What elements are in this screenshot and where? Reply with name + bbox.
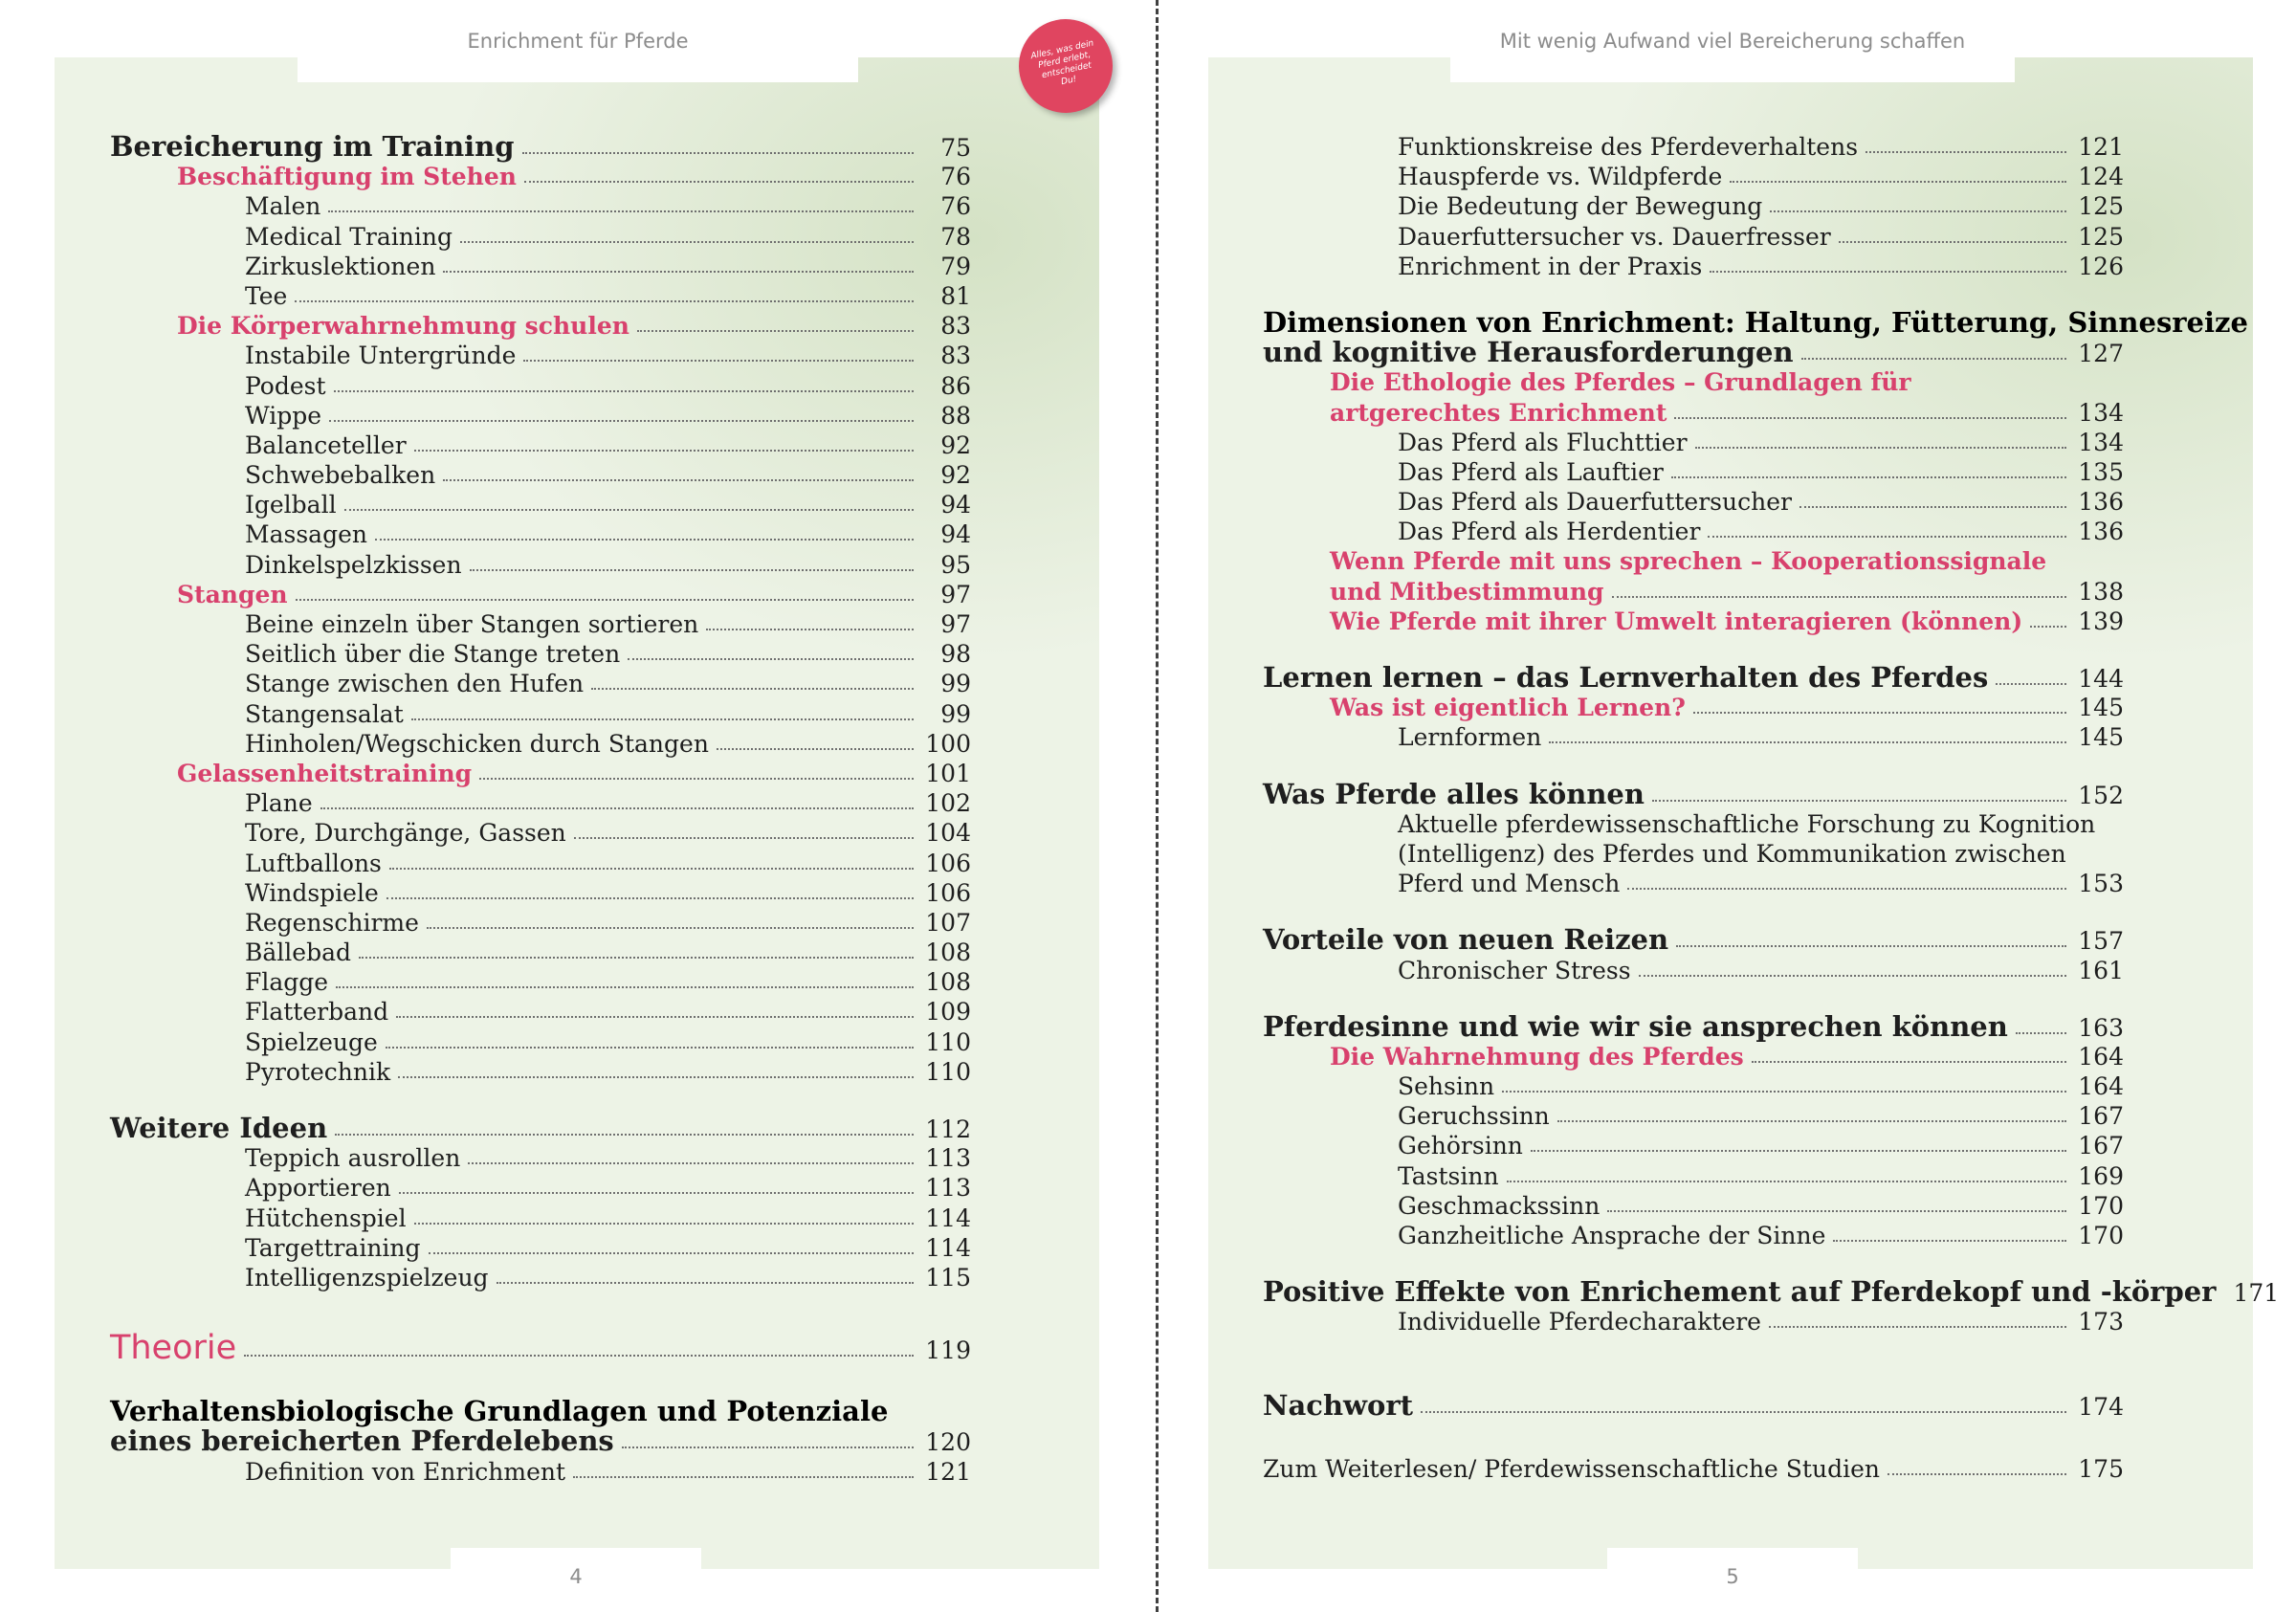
toc-entry[interactable]: Igelball 94 <box>245 491 971 519</box>
toc-entry-line2[interactable]: (Intelligenz) des Pferdes und Kommunikation zwischen <box>1398 839 2066 868</box>
toc-chapter[interactable]: Positive Effekte von Enrichement auf Pferdekopf und -körper 171 <box>1263 1275 2280 1309</box>
toc-entry[interactable]: Podest 86 <box>245 371 971 400</box>
toc-section[interactable]: Was ist eigentlich Lernen? 145 <box>1330 694 2124 722</box>
toc-entry[interactable]: Die Bedeutung der Bewegung 125 <box>1398 192 2124 221</box>
left-page-number: 4 <box>451 1548 701 1605</box>
toc-entry[interactable]: Hütchenspiel 114 <box>245 1203 971 1232</box>
toc-entry[interactable]: Sehsinn 164 <box>1398 1072 2124 1101</box>
toc-entry[interactable]: Flagge 108 <box>245 968 971 997</box>
toc-entry[interactable]: Geruchssinn 167 <box>1398 1102 2124 1131</box>
toc-entry[interactable]: Zirkuslektionen 79 <box>245 252 971 280</box>
toc-entry[interactable]: Seitlich über die Stange treten 98 <box>245 640 971 669</box>
toc-entry-line1[interactable]: Aktuelle pferdewissenschaftliche Forschung zu Kognition <box>1398 809 2096 838</box>
toc-entry[interactable]: Chronischer Stress 161 <box>1398 956 2124 984</box>
toc-entry[interactable]: Lernformen 145 <box>1398 723 2124 752</box>
toc-entry[interactable]: Funktionskreise des Pferdeverhaltens 121 <box>1398 133 2124 161</box>
toc-entry[interactable]: Das Pferd als Herdentier 136 <box>1398 518 2124 546</box>
toc-chapter-line1[interactable]: Verhaltensbiologische Grundlagen und Potenziale <box>110 1395 889 1428</box>
toc-section-line1[interactable]: Wenn Pferde mit uns sprechen – Kooperationssignale <box>1330 547 2047 576</box>
toc-entry[interactable]: Definition von Enrichment 121 <box>245 1457 971 1486</box>
toc-entry[interactable]: Gehörsinn 167 <box>1398 1132 2124 1160</box>
toc-section[interactable]: und Mitbestimmung 138 <box>1330 577 2124 606</box>
toc-chapter[interactable]: Vorteile von neuen Reizen 157 <box>1263 923 2124 957</box>
toc-entry[interactable]: Dauerfuttersucher vs. Dauerfresser 125 <box>1398 222 2124 251</box>
toc-section[interactable]: Wie Pferde mit ihrer Umwelt interagieren (können) 139 <box>1330 607 2124 635</box>
toc-entry[interactable]: Stangensalat 99 <box>245 699 971 728</box>
toc-entry[interactable]: Apportieren 113 <box>245 1174 971 1203</box>
toc-entry[interactable]: Balanceteller 92 <box>245 431 971 459</box>
toc-chapter[interactable]: Pferdesinne und wie wir sie ansprechen können 163 <box>1263 1009 2124 1043</box>
toc-entry[interactable]: Hauspferde vs. Wildpferde 124 <box>1398 163 2124 191</box>
toc-entry[interactable]: Flatterband 109 <box>245 998 971 1027</box>
toc-entry[interactable]: Das Pferd als Dauerfuttersucher 136 <box>1398 488 2124 517</box>
toc-entry[interactable]: Schwebebalken 92 <box>245 461 971 490</box>
toc-section-line1[interactable]: Die Ethologie des Pferdes – Grundlagen für <box>1330 368 1911 397</box>
toc-entry[interactable]: Intelligenzspielzeug 115 <box>245 1263 971 1292</box>
left-running-header: Enrichment für Pferde <box>298 0 858 82</box>
toc-entry[interactable]: Hinholen/Wegschicken durch Stangen 100 <box>245 729 971 758</box>
toc-entry[interactable]: Spielzeuge 110 <box>245 1027 971 1056</box>
right-table-of-contents <box>1263 132 2280 1484</box>
toc-section[interactable]: Gelassenheitstraining 101 <box>177 759 971 787</box>
toc-chapter-nachwort[interactable]: Nachwort 174 <box>1263 1388 2124 1422</box>
toc-chapter[interactable]: eines bereicherten Pferdelebens 120 <box>110 1424 971 1458</box>
toc-chapter[interactable]: Weitere Ideen 112 <box>110 1112 971 1144</box>
toc-section[interactable]: Die Wahrnehmung des Pferdes 164 <box>1330 1042 2124 1071</box>
toc-section[interactable]: Die Körperwahrnehmung schulen 83 <box>177 312 971 341</box>
toc-chapter[interactable]: Was Pferde alles können 152 <box>1263 777 2124 810</box>
toc-entry[interactable]: Pferd und Mensch 153 <box>1398 870 2124 898</box>
left-table-of-contents <box>110 132 971 1487</box>
toc-entry[interactable]: Windspiele 106 <box>245 878 971 907</box>
toc-entry[interactable]: Geschmackssinn 170 <box>1398 1191 2124 1220</box>
toc-chapter[interactable]: Lernen lernen – das Lernverhalten des Pferdes 144 <box>1263 661 2124 694</box>
right-page-number: 5 <box>1607 1548 1858 1605</box>
toc-entry[interactable]: Ganzheitliche Ansprache der Sinne 170 <box>1398 1222 2124 1249</box>
toc-entry[interactable]: Massagen 94 <box>245 520 971 549</box>
toc-entry[interactable]: Bällebad 108 <box>245 938 971 967</box>
toc-entry[interactable]: Malen 76 <box>245 192 971 221</box>
toc-entry[interactable]: Dinkelspelzkissen 95 <box>245 550 971 579</box>
toc-chapter[interactable]: und kognitive Herausforderungen 127 <box>1263 336 2124 369</box>
page-fold-dashed-line <box>1156 0 1159 1612</box>
sticker-text: Alles, was dein Pferd erlebt, entscheidet Du! <box>1029 38 1095 88</box>
toc-section[interactable]: artgerechtes Enrichment 134 <box>1330 398 2124 427</box>
right-running-header: Mit wenig Aufwand viel Bereicherung schaffen <box>1450 0 2015 82</box>
toc-entry[interactable]: Plane 102 <box>245 789 971 818</box>
toc-entry[interactable]: Das Pferd als Lauftier 135 <box>1398 457 2124 486</box>
toc-entry[interactable]: Individuelle Pferdecharaktere 173 <box>1398 1308 2124 1336</box>
toc-entry[interactable]: Tastsinn 169 <box>1398 1161 2124 1190</box>
toc-section[interactable]: Stangen 97 <box>177 580 971 608</box>
toc-entry[interactable]: Teppich ausrollen 113 <box>245 1144 971 1173</box>
toc-entry[interactable]: Enrichment in der Praxis 126 <box>1398 252 2124 280</box>
toc-entry[interactable]: Medical Training 78 <box>245 222 971 251</box>
toc-entry[interactable]: Stange zwischen den Hufen 99 <box>245 670 971 698</box>
toc-entry[interactable]: Tee 81 <box>245 281 971 310</box>
toc-entry[interactable]: Beine einzeln über Stangen sortieren 97 <box>245 610 971 638</box>
toc-entry[interactable]: Targettraining 114 <box>245 1233 971 1262</box>
toc-section[interactable]: Beschäftigung im Stehen 76 <box>177 163 971 191</box>
toc-entry[interactable]: Wippe 88 <box>245 401 971 430</box>
toc-chapter[interactable]: Bereicherung im Training 75 <box>110 130 971 163</box>
toc-entry[interactable]: Regenschirme 107 <box>245 908 971 937</box>
toc-part-theorie[interactable]: Theorie 119 <box>110 1329 971 1368</box>
toc-entry[interactable]: Luftballons 106 <box>245 849 971 877</box>
toc-entry-further-reading[interactable]: Zum Weiterlesen/ Pferdewissenschaftliche Studien 175 <box>1263 1454 2124 1483</box>
toc-entry[interactable]: Tore, Durchgänge, Gassen 104 <box>245 819 971 848</box>
toc-entry[interactable]: Das Pferd als Fluchttier 134 <box>1398 428 2124 456</box>
toc-entry[interactable]: Pyrotechnik 110 <box>245 1057 971 1086</box>
toc-chapter-line1[interactable]: Dimensionen von Enrichment: Haltung, Fütterung, Sinnesreize <box>1263 305 2248 339</box>
toc-entry[interactable]: Instabile Untergründe 83 <box>245 342 971 370</box>
